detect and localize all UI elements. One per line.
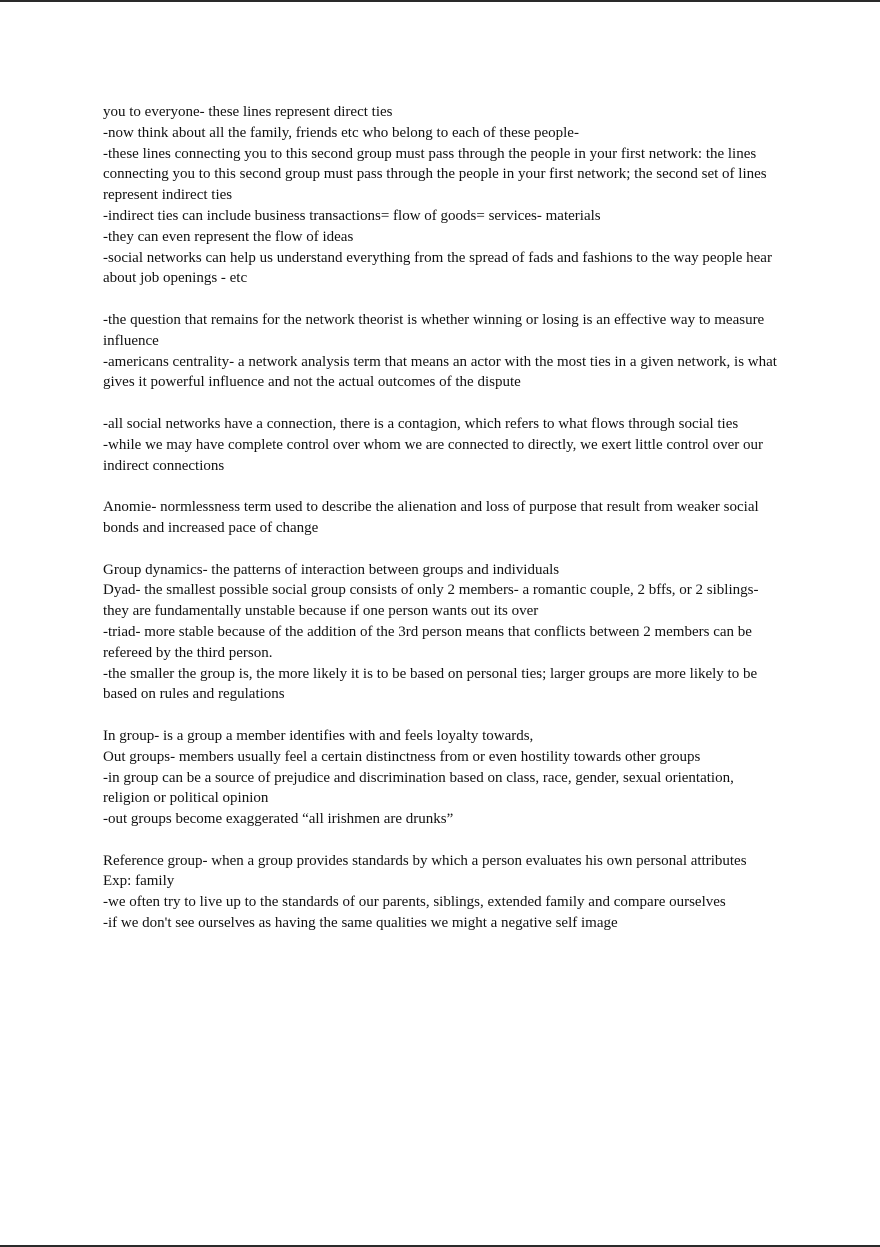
paragraph-block: [103, 102, 779, 289]
text-line: Out groups- members usually feel a certain distinctness from or even hostility towards other groups: [103, 748, 701, 765]
text-line: -social networks can help us understand everything from the spread of fads and fashions to the way people hear about job openings - etc: [103, 249, 776, 287]
page-top-edge: [0, 0, 880, 2]
text-line: -all social networks have a connection, there is a contagion, which refers to what flows through social ties: [103, 415, 739, 432]
text-line: Group dynamics- the patterns of interaction between groups and individuals: [103, 561, 560, 578]
text-line: -now think about all the family, friends etc who belong to each of these people-: [103, 124, 579, 141]
text-line: -the smaller the group is, the more likely it is to be based on personal ties; larger groups are more likely to be based on rules and regulations: [103, 665, 761, 703]
paragraph-block: [103, 497, 779, 539]
paragraph-block: [103, 851, 779, 934]
text-line: -americans centrality- a network analysis term that means an actor with the most ties in a given network, is what gives it powerful influence and not the actual outcomes of the dispute: [103, 353, 781, 391]
text-line: -we often try to live up to the standards of our parents, siblings, extended family and compare ourselves: [103, 894, 726, 911]
text-line: -while we may have complete control over whom we are connected to directly, we exert little control over our indirect connections: [103, 436, 767, 474]
text-line: Exp: family: [103, 873, 175, 890]
paragraph-block: [103, 726, 779, 830]
text-line: -in group can be a source of prejudice and discrimination based on class, race, gender, sexual orientation, religion or political opinion: [103, 769, 738, 807]
text-line: -indirect ties can include business transactions= flow of goods= services- materials: [103, 207, 601, 224]
text-line: -these lines connecting you to this second group must pass through the people in your first network: the lines connecting you to this second group must pass through the people in your first network; the second set of lines represent indirect ties: [103, 145, 771, 204]
text-line: Reference group- when a group provides standards by which a person evaluates his own personal attributes: [103, 852, 747, 869]
paragraph-block: [103, 414, 779, 476]
text-line: -out groups become exaggerated “all irishmen are drunks”: [103, 811, 454, 828]
text-line: you to everyone- these lines represent direct ties: [103, 104, 393, 120]
text-line: -they can even represent the flow of ideas: [103, 228, 354, 245]
document-body: [103, 102, 779, 934]
text-line: -triad- more stable because of the addition of the 3rd person means that conflicts between 2 members can be refereed by the third person.: [103, 623, 756, 661]
text-line: Dyad- the smallest possible social group consists of only 2 members- a romantic couple, 2 bffs, or 2 siblings- they are fundamentally unstable because if one person wants out its over: [103, 582, 763, 620]
text-line: -the question that remains for the network theorist is whether winning or losing is an effective way to measure influence: [103, 311, 768, 349]
text-line: In group- is a group a member identifies with and feels loyalty towards,: [103, 727, 534, 744]
paragraph-block: [103, 310, 779, 393]
text-line: -if we don't see ourselves as having the same qualities we might a negative self image: [103, 915, 618, 932]
paragraph-block: [103, 560, 779, 706]
text-line: Anomie- normlessness term used to describe the alienation and loss of purpose that result from weaker social bonds and increased pace of change: [103, 499, 763, 536]
